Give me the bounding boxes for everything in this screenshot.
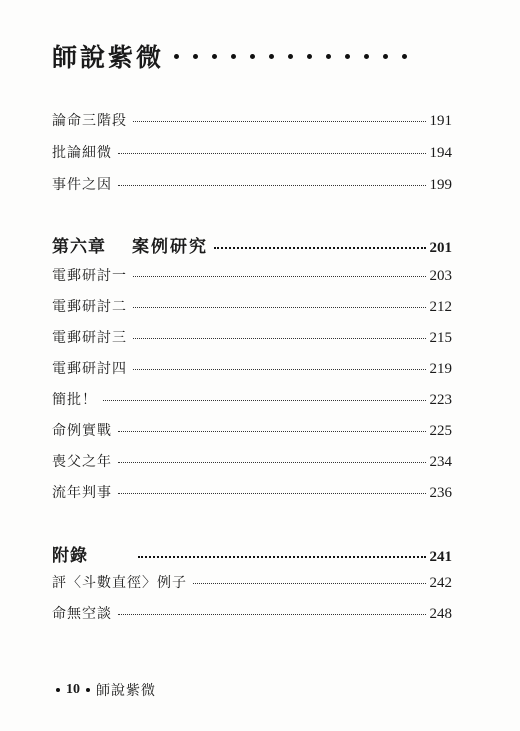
appendix-title: 附錄	[52, 546, 88, 566]
toc-entry-label: 喪父之年	[52, 454, 112, 470]
dot-leader	[133, 121, 426, 122]
dot-leader	[214, 247, 426, 249]
toc-entry[interactable]	[52, 389, 452, 407]
toc-entry[interactable]	[52, 265, 452, 283]
dot-leader	[118, 431, 426, 432]
appendix-page: 241	[429, 549, 452, 565]
dot-leader	[133, 276, 426, 277]
dot-leader	[133, 307, 426, 308]
toc-entry-label: 流年判事	[52, 485, 112, 501]
toc-entry-page: 191	[429, 113, 452, 129]
toc-entry-label: 事件之因	[52, 177, 112, 193]
running-header	[52, 38, 407, 74]
dot-leader	[193, 583, 426, 584]
toc-entry[interactable]	[52, 358, 452, 376]
toc-entry-page: 242	[429, 575, 452, 591]
toc-entry[interactable]	[52, 603, 452, 621]
toc-entry[interactable]	[52, 420, 452, 438]
footer-bullet	[86, 688, 90, 692]
chapter-heading[interactable]	[52, 232, 452, 257]
dot-leader	[133, 369, 426, 370]
toc-entry-label: 評〈斗數直徑〉例子	[52, 575, 187, 591]
dot-leader	[138, 556, 426, 558]
toc-entry-label: 電郵研討一	[52, 268, 127, 284]
toc-entry-label: 電郵研討四	[52, 361, 127, 377]
toc-entry-page: 203	[429, 268, 452, 284]
toc-entry-page: 212	[429, 299, 452, 315]
chapter-number: 第六章	[52, 237, 106, 257]
page-footer	[56, 680, 156, 700]
toc-entry[interactable]	[52, 327, 452, 345]
footer-book-title: 師說紫微	[96, 683, 156, 699]
dot-leader	[118, 185, 426, 186]
toc-entry-label: 論命三階段	[52, 113, 127, 129]
toc-entry-page: 194	[429, 145, 452, 161]
header-dot-leader	[174, 54, 407, 59]
toc-entry[interactable]	[52, 296, 452, 314]
toc-entry[interactable]	[52, 174, 452, 192]
toc-entry-page: 199	[429, 177, 452, 193]
toc-entry-label: 批論細微	[52, 145, 112, 161]
toc-entry-page: 234	[429, 454, 452, 470]
header-title: 師說紫微	[52, 43, 165, 72]
toc-entry-label: 命無空談	[52, 606, 112, 622]
toc-entry-page: 215	[429, 330, 452, 346]
toc-entry[interactable]	[52, 482, 452, 500]
toc-entry-page: 225	[429, 423, 452, 439]
footer-bullet	[56, 688, 60, 692]
toc-entry-page: 219	[429, 361, 452, 377]
toc-entry-label: 電郵研討二	[52, 299, 127, 315]
dot-leader	[103, 400, 426, 401]
footer-page-number: 10	[66, 682, 80, 697]
toc-entry-page: 248	[429, 606, 452, 622]
dot-leader	[118, 462, 426, 463]
chapter-page: 201	[429, 240, 452, 256]
toc-entry-page: 236	[429, 485, 452, 501]
toc-entry-label: 簡批！	[52, 392, 97, 408]
dot-leader	[118, 493, 426, 494]
toc-entry[interactable]	[52, 142, 452, 160]
appendix-heading[interactable]	[52, 541, 452, 566]
toc-entry-page: 223	[429, 392, 452, 408]
dot-leader	[133, 338, 426, 339]
dot-leader	[118, 153, 426, 154]
toc-entry[interactable]	[52, 572, 452, 590]
toc-entry-label: 命例實戰	[52, 423, 112, 439]
toc-entry[interactable]	[52, 110, 452, 128]
chapter-title: 案例研究	[132, 237, 208, 257]
toc-entry-label: 電郵研討三	[52, 330, 127, 346]
toc-entry[interactable]	[52, 451, 452, 469]
dot-leader	[118, 614, 426, 615]
